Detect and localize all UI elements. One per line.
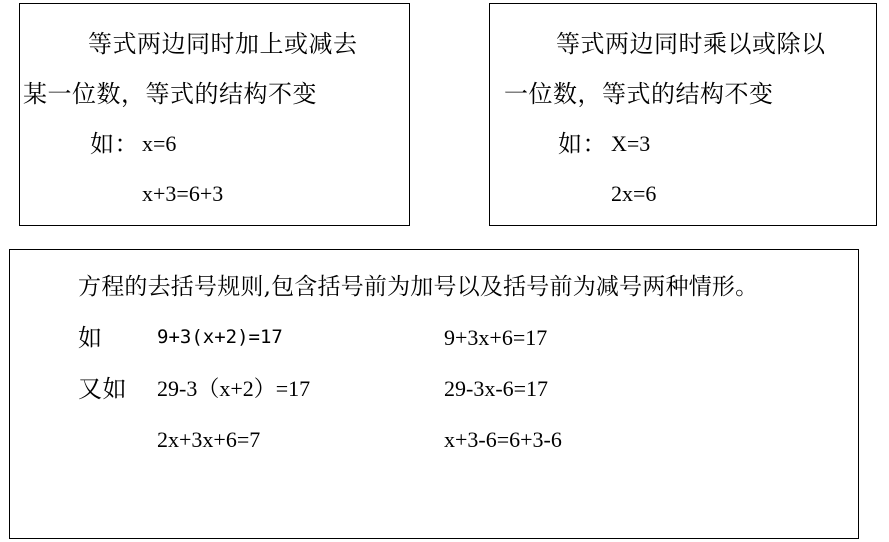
example-2-expanded: 29-3x-6=17 (444, 376, 549, 401)
addition-rule-line-2: 某一位数，等式的结构不变 (23, 80, 317, 108)
addition-rule-line-1: 等式两边同时加上或减去 (88, 30, 358, 58)
example-1-label: 如 (78, 324, 103, 352)
multiplication-rule-line-1: 等式两边同时乘以或除以 (556, 30, 826, 58)
multiplication-rule-line-2: 一位数，等式的结构不变 (504, 80, 774, 108)
multiplication-example-equation-2: 2x=6 (611, 181, 657, 206)
addition-example-equation-1: x=6 (142, 131, 177, 156)
addition-example-equation-2: x+3=6+3 (142, 181, 224, 206)
example-2-label: 又如 (78, 375, 127, 403)
example-1-expanded: 9+3x+6=17 (444, 325, 548, 350)
rule-box-multiplication (489, 3, 877, 226)
multiplication-example-equation-1: X=3 (611, 131, 651, 156)
addition-example-label: 如： (90, 130, 139, 158)
rule-box-brackets (9, 249, 859, 539)
example-2-original: 29-3（x+2）=17 (157, 376, 311, 401)
multiplication-example-label: 如： (558, 130, 607, 158)
rule-box-addition (19, 3, 410, 226)
example-3-original: 2x+3x+6=7 (157, 427, 261, 452)
example-1-original: 9+3(x+2)=17 (157, 326, 283, 348)
example-3-expanded: x+3-6=6+3-6 (444, 427, 562, 452)
bracket-rule-heading: 方程的去括号规则,包含括号前为加号以及括号前为减号两种情形。 (78, 274, 759, 300)
